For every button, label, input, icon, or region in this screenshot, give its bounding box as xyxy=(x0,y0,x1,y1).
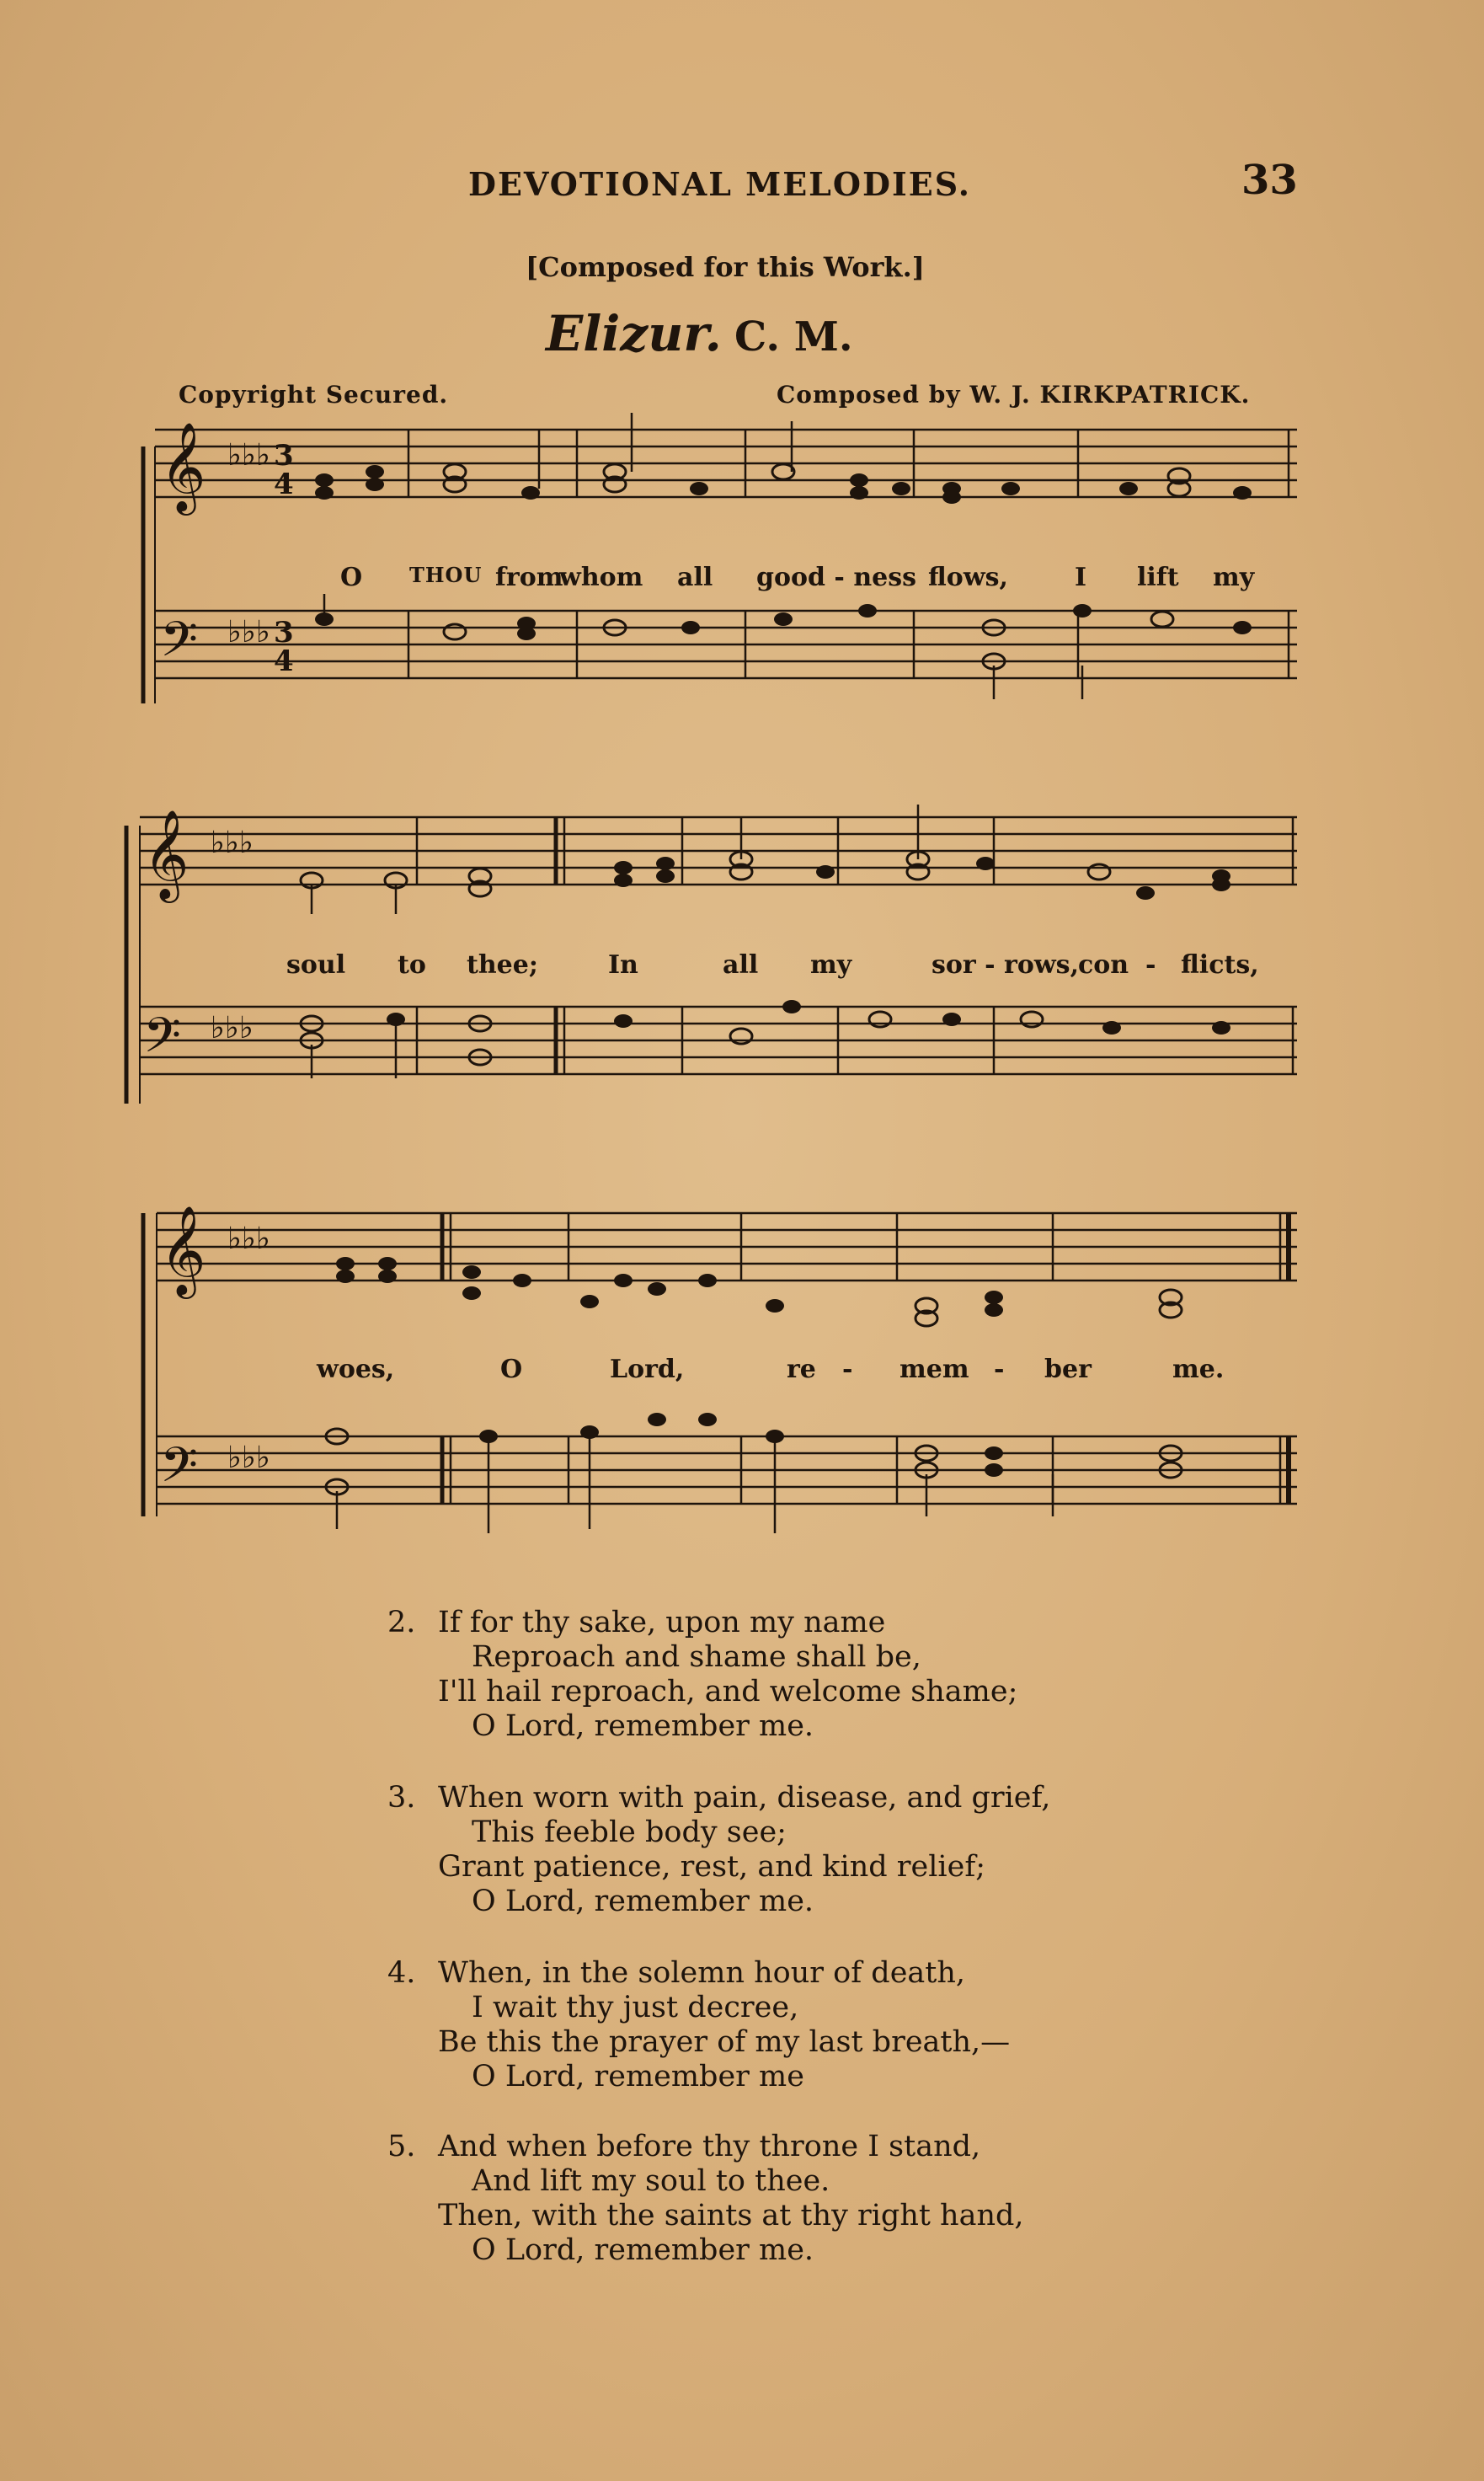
music-system-3 xyxy=(118,1196,1297,1550)
verse-3 xyxy=(387,1781,1050,1919)
svg-text:𝄢: 𝄢 xyxy=(160,1436,199,1505)
lyric-word: - xyxy=(994,1355,1005,1384)
verse-line: When, in the solemn hour of death, xyxy=(438,1956,966,1990)
lyric-word: I xyxy=(1075,563,1087,592)
tune-name: Elizur. xyxy=(546,305,722,362)
svg-text:♭♭♭: ♭♭♭ xyxy=(227,1441,270,1475)
lyric-word: good - ness xyxy=(756,563,916,592)
svg-text:𝄞: 𝄞 xyxy=(160,421,206,511)
music-system-1 xyxy=(118,413,1297,733)
svg-text:♭♭♭: ♭♭♭ xyxy=(227,438,270,473)
lyric-word: sor - rows, xyxy=(932,950,1080,980)
verse-number: 2. xyxy=(387,1606,416,1639)
verse-line: I wait thy just decree, xyxy=(472,1991,799,2024)
lyric-word: soul xyxy=(286,950,346,980)
lyric-word: THOU xyxy=(409,563,483,587)
music-system-2 xyxy=(118,800,1297,1120)
svg-text:𝄢: 𝄢 xyxy=(143,1007,182,1076)
svg-text:𝄞: 𝄞 xyxy=(143,809,190,899)
verse-2 xyxy=(387,1606,1017,1744)
lyric-word: ber xyxy=(1044,1355,1092,1384)
lyric-word: flicts, xyxy=(1181,950,1259,980)
svg-text:𝄢: 𝄢 xyxy=(160,611,199,680)
verse-line: Be this the prayer of my last breath,— xyxy=(438,2025,1011,2059)
verse-number: 4. xyxy=(387,1956,416,1990)
lyric-word: O xyxy=(500,1355,523,1384)
verse-line: O Lord, remember me. xyxy=(472,2233,814,2267)
meter: C. M. xyxy=(734,313,853,361)
lyric-word: flows, xyxy=(928,563,1008,592)
lyric-word: woes, xyxy=(317,1355,395,1384)
verse-line: O Lord, remember me xyxy=(472,2060,804,2093)
lyric-word: all xyxy=(723,950,759,980)
lyric-word: lift xyxy=(1137,563,1179,592)
verse-line: And when before thy throne I stand, xyxy=(438,2130,981,2163)
page-number: 33 xyxy=(1241,157,1298,204)
verse-line: This feeble body see; xyxy=(472,1815,787,1849)
composer-credit: Composed by W. J. KIRKPATRICK. xyxy=(777,381,1251,409)
verse-5 xyxy=(387,2130,1024,2268)
lyric-word: my xyxy=(1213,563,1255,592)
lyric-word: In xyxy=(608,950,638,980)
svg-text:4: 4 xyxy=(274,644,294,678)
lyric-word: all xyxy=(677,563,713,592)
copyright-notice: Copyright Secured. xyxy=(179,381,449,409)
verse-number: 5. xyxy=(387,2130,416,2163)
verse-line: I'll hail reproach, and welcome shame; xyxy=(438,1675,1018,1708)
lyric-word: from xyxy=(495,563,563,592)
verse-4 xyxy=(387,1956,1010,2094)
lyric-word: re xyxy=(787,1355,816,1384)
lyric-word: Lord, xyxy=(610,1355,685,1384)
svg-text:4: 4 xyxy=(274,468,294,501)
lyric-word: thee; xyxy=(467,950,538,980)
lyric-word: whom xyxy=(559,563,643,592)
verse-line: And lift my soul to thee. xyxy=(472,2164,830,2198)
verse-line: Grant patience, rest, and kind relief; xyxy=(438,1850,986,1884)
verse-number: 3. xyxy=(387,1781,416,1815)
running-title: DEVOTIONAL MELODIES. xyxy=(468,165,972,203)
lyric-word: - xyxy=(842,1355,853,1384)
lyric-word: me. xyxy=(1172,1355,1225,1384)
composed-note: [Composed for this Work.] xyxy=(526,251,925,283)
svg-text:♭♭♭: ♭♭♭ xyxy=(211,826,254,860)
verse-line: Then, with the saints at thy right hand, xyxy=(438,2199,1024,2232)
svg-text:3: 3 xyxy=(274,439,294,473)
lyric-word: - xyxy=(1145,950,1156,980)
lyric-word: my xyxy=(810,950,852,980)
lyric-word: con xyxy=(1078,950,1129,980)
svg-text:3: 3 xyxy=(274,616,294,650)
verse-line: O Lord, remember me. xyxy=(472,1885,814,1918)
verse-line: Reproach and shame shall be, xyxy=(472,1640,921,1674)
verse-line: When worn with pain, disease, and grief, xyxy=(438,1781,1051,1815)
lyric-word: to xyxy=(398,950,426,980)
music-staff-system-3 xyxy=(118,1196,1297,1550)
svg-text:♭♭♭: ♭♭♭ xyxy=(211,1011,254,1045)
verse-line: If for thy sake, upon my name xyxy=(438,1606,886,1639)
svg-text:♭♭♭: ♭♭♭ xyxy=(227,1222,270,1256)
verse-line: O Lord, remember me. xyxy=(472,1709,814,1743)
svg-text:𝄞: 𝄞 xyxy=(160,1205,206,1295)
lyric-word: O xyxy=(340,563,363,592)
lyric-word: mem xyxy=(899,1355,969,1384)
svg-text:♭♭♭: ♭♭♭ xyxy=(227,615,270,650)
